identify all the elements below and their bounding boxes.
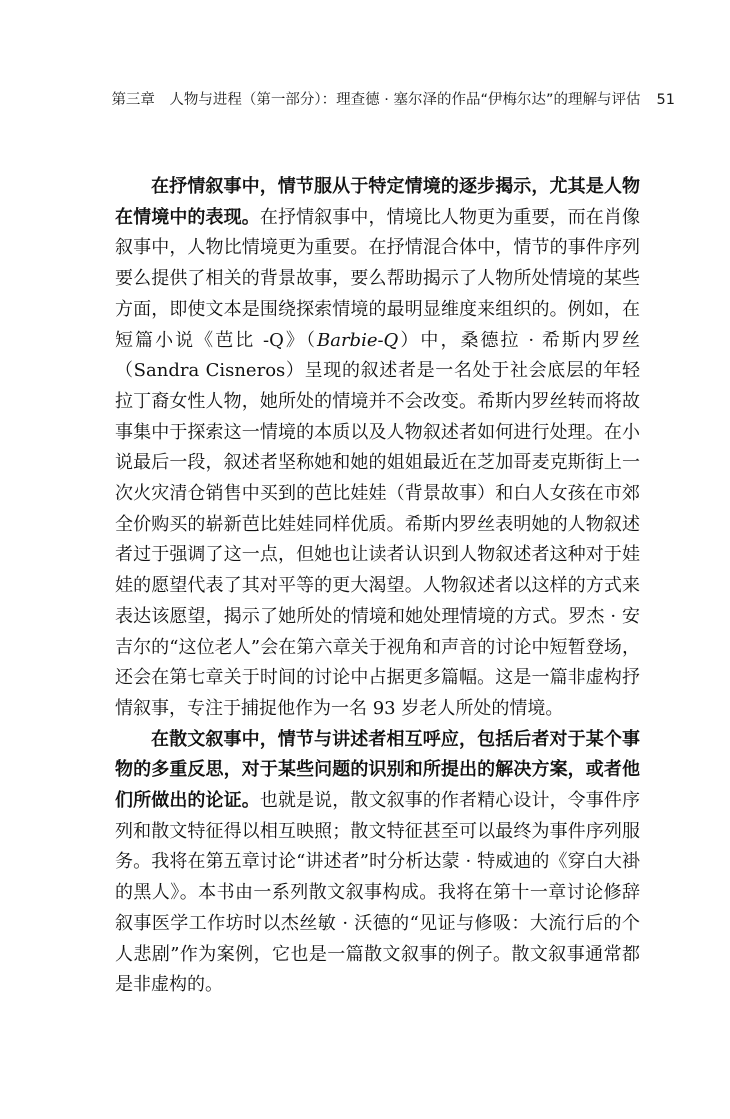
paragraph-text: ）中，桑德拉 · 希斯内罗丝（Sandra Cisneros）呈现的叙述者是一名处于社会底层的年轻拉丁裔女性人物，她所处的情境并不会改变。希斯内罗丝转而将故事集中于探索这一情境的本质以及人物叙述者如何进行处理。在小说最后一段，叙述者坚称她和她的姐姐最近在芝加哥麦克斯街上一次火灾清仓销售中买到的芭比娃娃（背景故事）和白人女孩在市郊全价购买的崭新芭比娃娃同样优质。希斯内罗丝表明她的人物叙述者过于强调了这一点，但她也让读者认识到人物叙述者这种对于娃娃的愿望代表了其对平等的更大渴望。人物叙述者以这样的方式来表达该愿望，揭示了她所处的情境和她处理情境的方式。罗杰 · 安吉尔的“这位老人”会在第六章关于视角和声音的讨论中短暂登场，还会在第七章关于时间的讨论中占据更多篇幅。这是一篇非虚构抒情叙事，专注于捕捉他作为一名 93 岁老人所处的情境。 — [115, 329, 640, 719]
italic-title: Barbie-Q — [316, 329, 399, 351]
paragraph-text: 也就是说，散文叙事的作者精心设计，令事件序列和散文特征得以相互映照；散文特征甚至可以最终为事件序列服务。我将在第五章讨论“讲述者”时分析达蒙 · 特威迪的《穿白大褂的黑人》。本书由一系列散文叙事构成。我将在第十一章讨论修辞叙事医学工作坊时以杰丝敏 · 沃德的“见证与修吸：大流行后的个人悲剧”作为案例，它也是一篇散文叙事的例子。散文叙事通常都是非虚构的。 — [115, 790, 641, 996]
body-text — [115, 172, 640, 1001]
chapter-title: 第三章 人物与进程（第一部分）：理查德 · 塞尔泽的作品“伊梅尔达”的理解与评估 — [111, 92, 641, 108]
running-header — [60, 88, 675, 109]
paragraph-lyric-narrative — [115, 172, 640, 725]
paragraph-lead-bold: 在抒情叙事中，情节服从于特定情境的逐步揭示，尤其是人物在情境中的表现。 — [115, 176, 640, 228]
page-number: 51 — [656, 92, 675, 108]
paragraph-essay-narrative — [115, 725, 640, 1001]
paragraph-lead-bold: 在散文叙事中，情节与讲述者相互呼应，包括后者对于某个事物的多重反思，对于某些问题的识别和所提出的解决方案，或者他们所做出的论证。 — [115, 728, 640, 812]
paragraph-text: 在抒情叙事中，情境比人物更为重要，而在肖像叙事中，人物比情境更为重要。在抒情混合体中，情节的事件序列要么提供了相关的背景故事，要么帮助揭示了人物所处情境的某些方面，即使文本是围绕探索情境的最明显维度来组织的。例如，在短篇小说《芭比 -Q》（ — [115, 206, 641, 351]
